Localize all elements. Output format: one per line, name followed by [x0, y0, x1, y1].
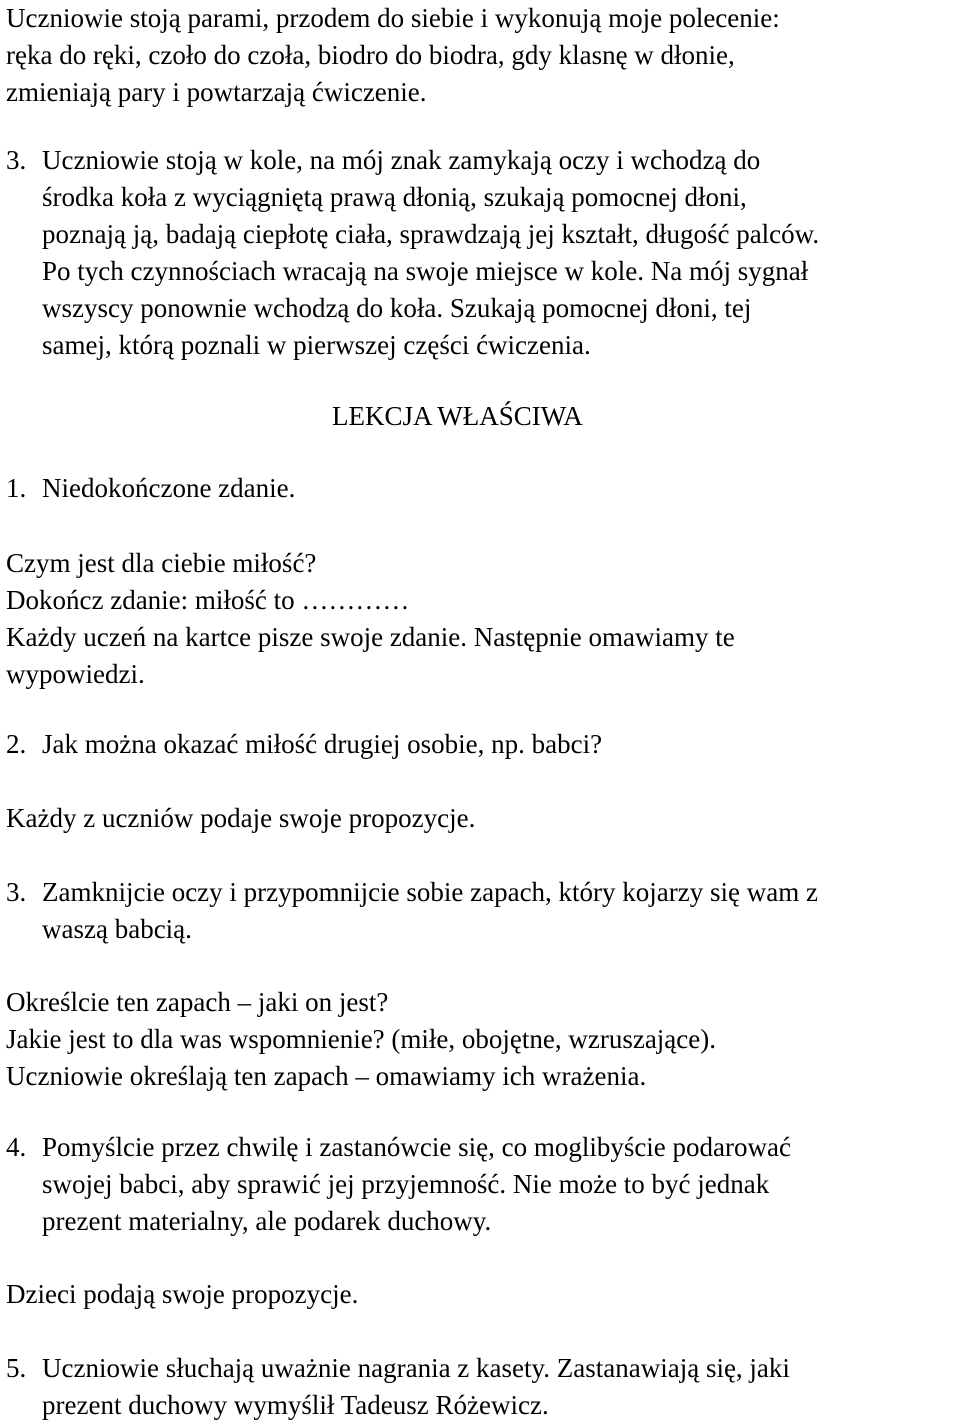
text-line: samej, którą poznali w pierwszej części ćwiczenia.	[42, 330, 591, 360]
children-proposals-note: Dzieci podają swoje propozycje.	[6, 1279, 359, 1309]
item-number: 1.	[6, 473, 27, 503]
text-line: środka koła z wyciągniętą prawą dłonią, szukają pomocnej dłoni,	[42, 182, 747, 212]
item-number: 5.	[6, 1353, 27, 1383]
text-line: Pomyślcie przez chwilę i zastanówcie się, co moglibyście podarować	[42, 1132, 791, 1162]
text-line: wszyscy ponownie wchodzą do koła. Szukają pomocnej dłoni, tej	[42, 293, 752, 323]
text-line: Dokończ zdanie: miłość to …………	[6, 585, 410, 615]
text-line: Uczniowie słuchają uważnie nagrania z kasety. Zastanawiają się, jaki	[42, 1353, 790, 1383]
item-number: 4.	[6, 1132, 27, 1162]
text-line: waszą babcią.	[42, 914, 192, 944]
item-title: Niedokończone zdanie.	[42, 473, 296, 503]
smell-question-block	[6, 984, 956, 1095]
text-line: ręka do ręki, czoło do czoła, biodro do biodra, gdy klasnę w dłonie,	[6, 40, 735, 70]
text-line: Określcie ten zapach – jaki on jest?	[6, 987, 389, 1017]
love-question-block	[6, 545, 956, 693]
text-line: Uczniowie stoją w kole, na mój znak zamykają oczy i wchodzą do	[42, 145, 761, 175]
text-line: Zamknijcie oczy i przypomnijcie sobie zapach, który kojarzy się wam z	[42, 877, 818, 907]
text-line: Uczniowie stoją parami, przodem do siebie i wykonują moje polecenie:	[6, 3, 780, 33]
text-line: prezent duchowy wymyślił Tadeusz Różewicz.	[42, 1390, 549, 1420]
item-number: 3.	[6, 145, 27, 175]
item-text	[42, 1350, 956, 1424]
text-line: Czym jest dla ciebie miłość?	[6, 548, 317, 578]
item-text	[42, 874, 956, 948]
text-line: swojej babci, aby sprawić jej przyjemność. Nie może to być jednak	[42, 1169, 770, 1199]
intro-paragraph	[6, 0, 956, 111]
item-number: 3.	[6, 877, 27, 907]
item-text	[42, 142, 956, 364]
item-text: Jak można okazać miłość drugiej osobie, np. babci?	[42, 729, 603, 759]
item-text	[42, 1129, 956, 1240]
text-line: zmieniają pary i powtarzają ćwiczenie.	[6, 77, 427, 107]
text-line: Uczniowie określają ten zapach – omawiamy ich wrażenia.	[6, 1061, 647, 1091]
text-line: Po tych czynnościach wracają na swoje miejsce w kole. Na mój sygnał	[42, 256, 809, 286]
text-line: prezent materialny, ale podarek duchowy.	[42, 1206, 492, 1236]
text-line: poznają ją, badają ciepłotę ciała, sprawdzają jej kształt, długość palców.	[42, 219, 820, 249]
item-number: 2.	[6, 729, 27, 759]
text-line: Jakie jest to dla was wspomnienie? (miłe, obojętne, wzruszające).	[6, 1024, 717, 1054]
proposals-note: Każdy z uczniów podaje swoje propozycje.	[6, 803, 476, 833]
text-line: wypowiedzi.	[6, 659, 145, 689]
text-line: Każdy uczeń na kartce pisze swoje zdanie. Następnie omawiamy te	[6, 622, 735, 652]
section-heading: LEKCJA WŁAŚCIWA	[332, 401, 583, 431]
